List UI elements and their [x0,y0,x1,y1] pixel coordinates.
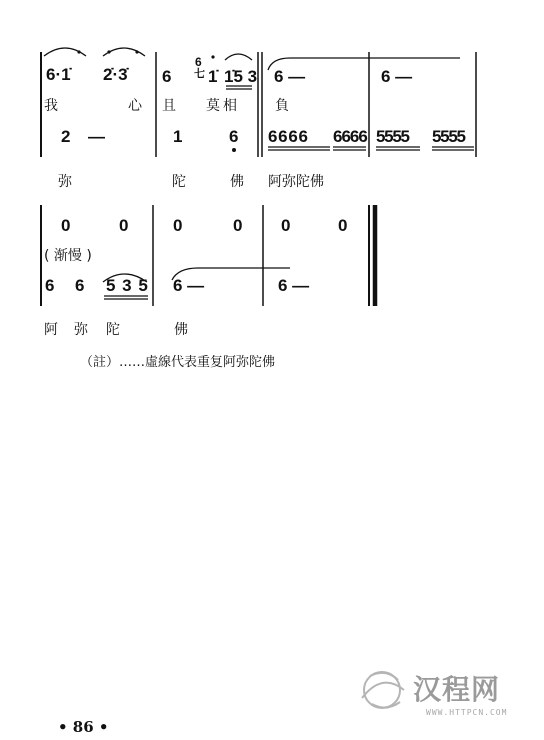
s2-v1-m1-b: 0 [119,216,129,235]
lyric-3-2: 弥 [74,322,88,338]
s1-v2-m3-a: 6 6 6 6 [268,127,306,146]
lyric-2-3: 佛 [230,174,244,190]
s2-v2-m1-a: 6 [45,276,55,295]
s1-v1-m3: 6 — [274,67,306,86]
s1-v1-m1-b: 2̇·3̇ [103,65,128,84]
s1-v2-m2-a: 1 [173,127,183,146]
lyric-2-2: 陀 [172,174,186,190]
s2-v1-m2-b: 0 [233,216,243,235]
s1-v1-m4: 6 — [381,67,413,86]
lyric-2-1: 弥 [58,174,72,190]
watermark-name: 汉程网 [413,673,501,706]
s2-v2-m2: 6 — [173,276,205,295]
s2-v1-m2-a: 0 [173,216,183,235]
s1-v1-m1-a: 6·1̇ [46,65,71,84]
lyric-1-5: 負 [275,98,289,114]
s2-v1-m3-a: 0 [281,216,291,235]
s2-v2-m1-c: 5 3 5 [106,276,149,295]
s2-v1-m3-b: 0 [338,216,348,235]
lyric-3-3: 陀 [106,322,120,338]
s1-v1-m2-grace-b: 七 [194,68,205,80]
s1-v2-m1-dash: — [88,127,105,146]
s2-v1-m1-a: 0 [61,216,71,235]
s1-v1-m2-b: 1̇ [208,67,218,86]
tempo-marking: ( 渐慢 ) [44,248,92,264]
s2-v2-m1-b: 6 [75,276,85,295]
lyric-1-1: 我 [44,98,58,114]
s2-v2-m3: 6 — [278,276,310,295]
s1-v2-m3-b: 6666 [333,127,367,146]
s1-v1-m2-grace: 6 [195,55,202,69]
watermark-url: WWW.HTTPCN.COM [426,708,508,717]
s1-v2-m1-a: 2 [61,127,71,146]
lyric-1-3: 且 [162,98,176,114]
lyric-1-4: 莫相 [206,98,240,114]
lyric-3-1: 阿 [44,322,58,338]
lyric-1-2: 心 [128,98,142,114]
footnote: （註）……虛線代表重复阿弥陀佛 [80,355,276,370]
lyric-3-4: 佛 [174,322,188,338]
page-number: • 86 • [58,718,109,736]
s1-v2-m4-b: 5 5 5 5 [432,127,463,146]
s1-v2-m2-b: 6 [229,127,239,146]
s1-v2-m4-a: 5 5 5 5 [376,127,407,146]
lyric-2-4: 阿弥陀佛 [268,174,324,190]
s1-v1-m2-a: 6 [162,67,172,86]
s1-v1-m2-c: 1̇5 3 [224,67,258,86]
